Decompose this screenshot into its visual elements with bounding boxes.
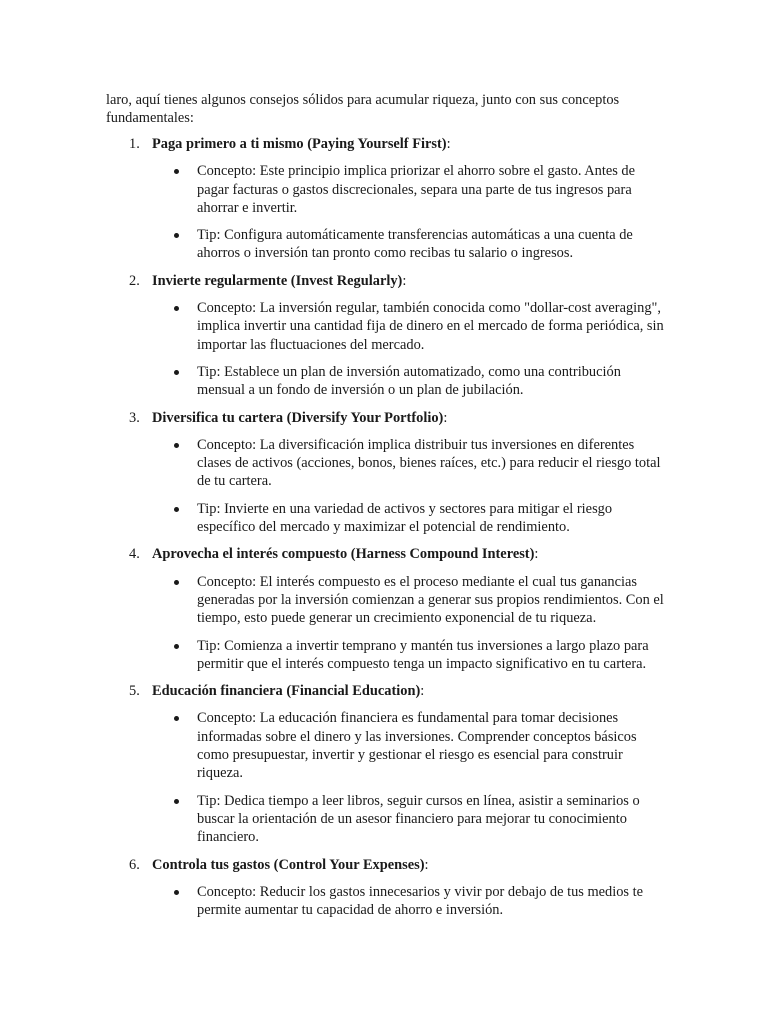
- bullet-list: [106, 883, 666, 920]
- bullet-list: [106, 299, 666, 399]
- bullet-text: Tip: Establece un plan de inversión automatizado, como una contribución mensual a un fondo de inversión o un plan de jubilación.: [197, 363, 621, 399]
- list-item: [106, 135, 666, 263]
- bullet-icon: [174, 306, 179, 311]
- item-number: 6.: [129, 856, 140, 873]
- bullet-icon: [174, 370, 179, 375]
- bullet-list: [106, 709, 666, 846]
- bullet-icon: [174, 507, 179, 512]
- item-number: 2.: [129, 272, 140, 289]
- item-heading: [106, 682, 666, 700]
- bullet-item: [106, 500, 666, 537]
- item-title: Invierte regularmente (Invest Regularly): [152, 272, 403, 289]
- bullet-icon: [174, 233, 179, 238]
- item-title-suffix: :: [443, 409, 448, 426]
- item-title-suffix: :: [402, 272, 407, 289]
- bullet-icon: [174, 799, 179, 804]
- bullet-icon: [174, 644, 179, 649]
- list-item: [106, 856, 666, 920]
- bullet-item: [106, 436, 666, 491]
- bullet-item: [106, 709, 666, 782]
- bullet-item: [106, 573, 666, 628]
- bullet-item: [106, 637, 666, 674]
- bullet-item: [106, 162, 666, 217]
- bullet-text: Tip: Configura automáticamente transferencias automáticas a una cuenta de ahorros o inversión tan pronto como recibas tu salario o ingresos.: [197, 227, 633, 262]
- bullet-item: [106, 792, 666, 847]
- item-number: 1.: [129, 136, 140, 152]
- bullet-icon: [174, 890, 179, 895]
- bullet-list: [106, 573, 666, 673]
- numbered-list: [106, 135, 666, 928]
- bullet-text: Concepto: Este principio implica priorizar el ahorro sobre el gasto. Antes de pagar facturas o gastos discrecionales, separa una parte de tus ingresos para ahorrar e invertir.: [197, 163, 635, 216]
- item-title: Educación financiera (Financial Education): [152, 683, 421, 700]
- item-title: Controla tus gastos (Control Your Expenses): [152, 856, 425, 873]
- item-heading: [106, 272, 666, 290]
- item-title-suffix: :: [424, 856, 429, 873]
- bullet-item: [106, 363, 666, 400]
- bullet-text: Concepto: El interés compuesto es el proceso mediante el cual tus ganancias generadas por la inversión comienzan a generar sus propios rendimientos. Con el tiempo, esto puede generar un crecimiento exponencial de tu riqueza.: [197, 573, 664, 627]
- item-heading: [106, 409, 666, 427]
- list-item: [106, 682, 666, 846]
- intro-paragraph: laro, aquí tienes algunos consejos sólidos para acumular riqueza, junto con sus conceptos fundamentales:: [106, 92, 620, 127]
- item-heading: [106, 856, 666, 874]
- item-title: Diversifica tu cartera (Diversify Your Portfolio): [152, 409, 444, 426]
- item-title: Paga primero a ti mismo (Paying Yourself First): [152, 136, 447, 152]
- bullet-item: [106, 226, 666, 263]
- bullet-text: Concepto: Reducir los gastos innecesarios y vivir por debajo de tus medios te permite aumentar tu capacidad de ahorro e inversión.: [197, 883, 644, 919]
- item-heading: [106, 135, 666, 153]
- bullet-icon: [174, 716, 179, 721]
- list-item: [106, 409, 666, 537]
- item-title: Aprovecha el interés compuesto (Harness Compound Interest): [152, 546, 535, 563]
- item-number: 4.: [129, 546, 140, 563]
- bullet-text: Tip: Invierte en una variedad de activos y sectores para mitigar el riesgo específico del mercado y maximizar el potencial de rendimiento.: [197, 500, 613, 536]
- item-title-suffix: :: [420, 683, 425, 700]
- bullet-icon: [174, 443, 179, 448]
- item-number: 5.: [129, 683, 140, 700]
- bullet-icon: [174, 169, 179, 174]
- bullet-icon: [174, 580, 179, 585]
- bullet-text: Concepto: La diversificación implica distribuir tus inversiones en diferentes clases de activos (acciones, bonos, bienes raíces, etc.) para reducir el riesgo total de tu cartera.: [197, 436, 661, 490]
- bullet-list: [106, 162, 666, 262]
- bullet-text: Tip: Comienza a invertir temprano y mantén tus inversiones a largo plazo para permitir que el interés compuesto tenga un impacto significativo en tu cartera.: [197, 637, 649, 672]
- list-item: [106, 545, 666, 673]
- bullet-item: [106, 299, 666, 354]
- bullet-text: Tip: Dedica tiempo a leer libros, seguir cursos en línea, asistir a seminarios o buscar la orientación de un asesor financiero para mejorar tu conocimiento financiero.: [197, 792, 640, 846]
- bullet-text: Concepto: La educación financiera es fundamental para tomar decisiones informadas sobre el dinero y las inversiones. Comprender conceptos básicos como presupuestar, invertir y gestionar el riesgo es esencial para construir riqueza.: [197, 710, 637, 782]
- item-number: 3.: [129, 409, 140, 426]
- bullet-item: [106, 883, 666, 920]
- list-item: [106, 272, 666, 400]
- item-title-suffix: :: [534, 546, 539, 563]
- item-heading: [106, 545, 666, 563]
- item-title-suffix: :: [446, 136, 451, 152]
- bullet-list: [106, 436, 666, 536]
- bullet-text: Concepto: La inversión regular, también conocida como "dollar-cost averaging", implica invertir una cantidad fija de dinero en el mercado de forma periódica, sin importar las fluctuaciones del mercado.: [197, 300, 664, 353]
